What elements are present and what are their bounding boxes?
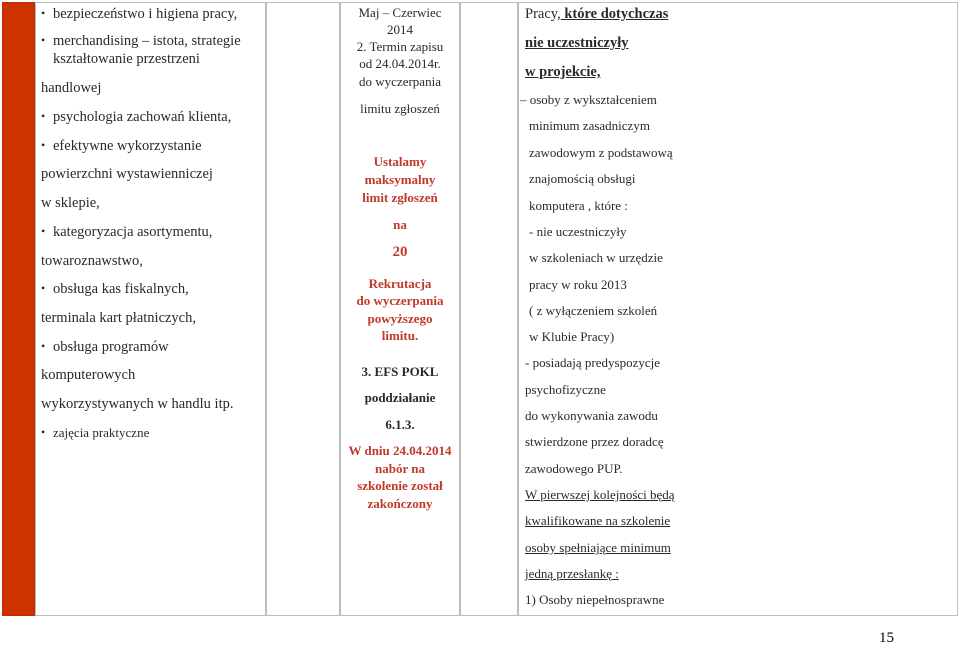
participants-line: psychofizyczne	[525, 382, 606, 397]
closed-notice: zakończony	[367, 496, 433, 511]
list-item: • kategoryzacja asortymentu,	[53, 224, 212, 241]
participants-line: 1) Osoby niepełnosprawne	[525, 592, 665, 607]
limit-line: Ustalamy	[373, 154, 427, 169]
schedule-year: 2014	[387, 22, 413, 37]
participants-line: - nie uczestniczyły	[529, 224, 627, 239]
participants-line: pracy w roku 2013	[529, 277, 627, 292]
participants-line: osoby spełniające minimum	[525, 540, 671, 555]
limit-number: 20	[392, 244, 408, 260]
closed-notice: szkolenie został	[357, 478, 443, 493]
participants-line: znajomością obsługi	[529, 171, 636, 186]
page-number: 15	[879, 630, 894, 646]
efs-number: 6.1.3.	[385, 417, 415, 432]
recruitment-line: powyższego	[367, 311, 433, 326]
empty-column-2	[460, 2, 518, 616]
list-item: w sklepie,	[41, 195, 100, 211]
list-item: • efektywne wykorzystanie	[53, 138, 202, 155]
participants-line: ( z wyłączeniem szkoleń	[529, 303, 658, 318]
efs-program: 3. EFS POKL	[361, 364, 439, 379]
participants-line: - posiadają predyspozycje	[525, 355, 661, 370]
closed-notice: nabór na	[375, 461, 425, 476]
schedule-limit-text: limitu zgłoszeń	[360, 101, 440, 116]
participants-heading-2: nie uczestniczyły	[525, 35, 629, 51]
schedule-until: do wyczerpania	[359, 74, 441, 89]
participants-line: stwierdzone przez doradcę	[525, 434, 664, 449]
participants-line: W pierwszej kolejności będą	[525, 487, 675, 502]
participants-line: do wykonywania zawodu	[525, 408, 658, 423]
list-item: • merchandising – istota, strategie	[53, 33, 241, 50]
schedule-period: Maj – Czerwiec	[358, 5, 442, 20]
participants-line: w Klubie Pracy)	[529, 329, 615, 344]
list-item: • obsługa programów	[53, 339, 169, 356]
limit-line: na	[393, 217, 407, 232]
list-item: wykorzystywanych w handlu itp.	[41, 396, 234, 412]
list-item: towaroznawstwo,	[41, 253, 143, 269]
list-item: • psychologia zachowań klienta,	[53, 109, 231, 126]
closed-notice: W dniu 24.04.2014	[348, 443, 452, 458]
recruitment-line: limitu.	[381, 328, 419, 343]
schedule-from: od 24.04.2014r.	[359, 56, 441, 71]
list-item: • obsługa kas fiskalnych,	[53, 281, 189, 298]
limit-line: maksymalny	[364, 172, 436, 187]
list-item: handlowej	[41, 80, 102, 96]
efs-subaction: poddziałanie	[364, 390, 436, 405]
participants-line: kwalifikowane na szkolenie	[525, 513, 671, 528]
list-item: powierzchni wystawienniczej	[41, 166, 213, 182]
list-item: kształtowanie przestrzeni	[53, 51, 200, 67]
list-item: • bezpieczeństwo i higiena pracy,	[53, 6, 237, 23]
participants-line: minimum zasadniczym	[529, 118, 650, 133]
recruitment-line: do wyczerpania	[356, 293, 444, 308]
empty-column	[266, 2, 340, 616]
schedule-term: 2. Termin zapisu	[356, 39, 444, 54]
participants-line: – osoby z wykształceniem	[520, 92, 657, 107]
schedule-column	[340, 2, 460, 616]
participants-line: zawodowego PUP.	[525, 461, 623, 476]
participants-line: komputera , które :	[529, 198, 628, 213]
participants-line: zawodowym z podstawową	[529, 145, 673, 160]
participants-line: jedną przesłankę :	[525, 566, 619, 581]
list-item: • zajęcia praktyczne	[53, 425, 149, 441]
recruitment-line: Rekrutacja	[368, 276, 432, 291]
list-item: komputerowych	[41, 367, 136, 383]
list-item: terminala kart płatniczych,	[41, 310, 196, 326]
participants-heading-1: Pracy, które dotychczas	[525, 6, 669, 22]
participants-line: w szkoleniach w urzędzie	[529, 250, 663, 265]
limit-line: limit zgłoszeń	[362, 190, 438, 205]
red-margin-column	[2, 2, 35, 616]
participants-heading-3: w projekcie,	[525, 64, 601, 80]
